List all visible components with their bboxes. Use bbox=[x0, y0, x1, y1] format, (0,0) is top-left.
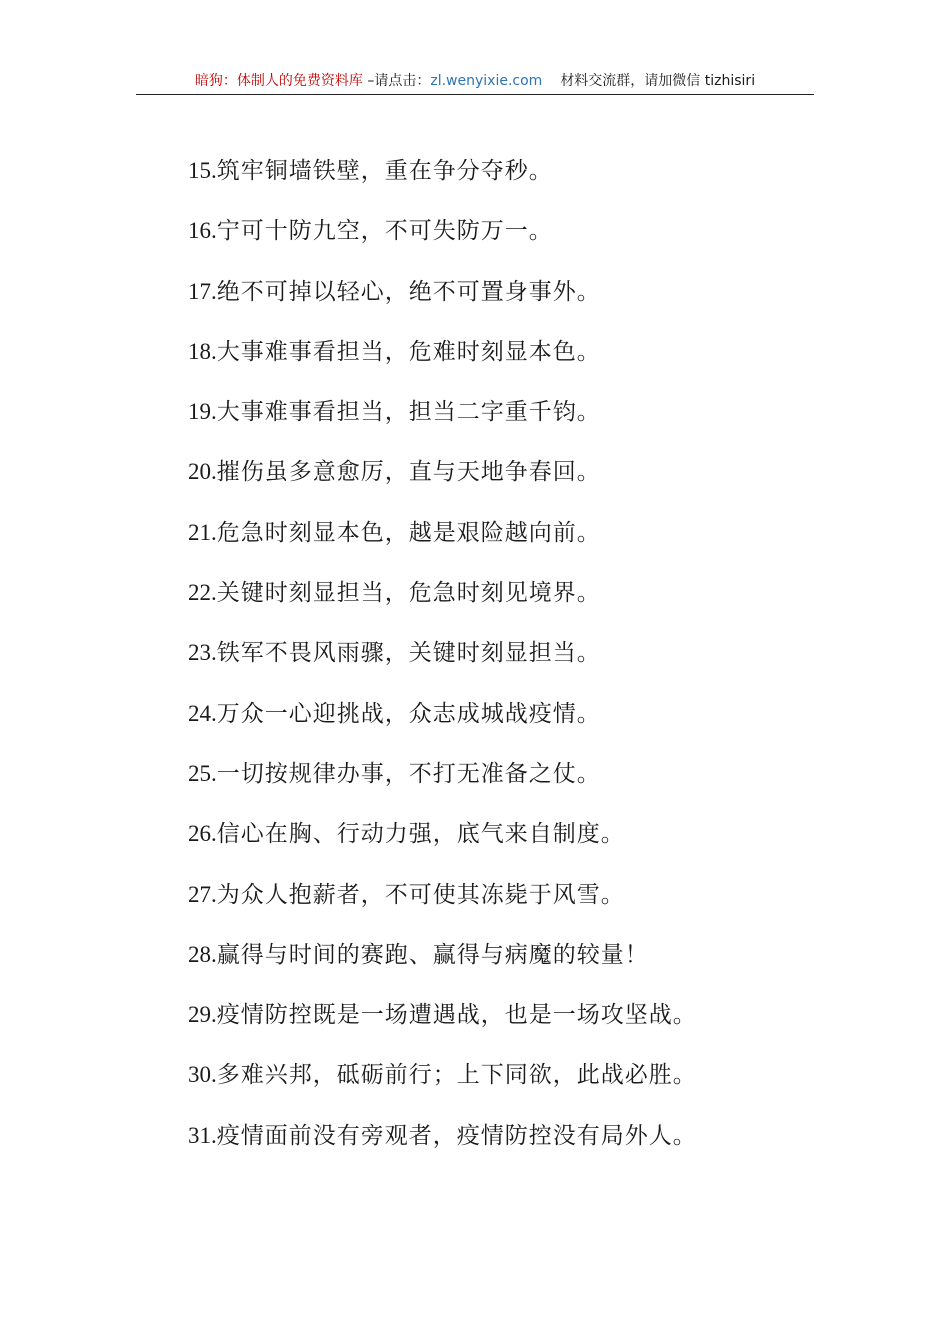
list-item bbox=[188, 865, 828, 925]
item-text: 筑牢铜墙铁壁，重在争分夺秒。 bbox=[216, 158, 553, 184]
item-text: 危急时刻显本色，越是艰险越向前。 bbox=[216, 519, 601, 546]
header-wechat-group: 材料交流群，请加微信 tizhisiri bbox=[560, 73, 756, 89]
item-number: 26. bbox=[188, 821, 217, 847]
item-text: 关键时刻显担当，危急时刻见境界。 bbox=[216, 580, 601, 607]
item-number: 20. bbox=[188, 459, 217, 485]
item-text: 为众人抱薪者，不可使其冻毙于风雪。 bbox=[216, 881, 625, 908]
list-item bbox=[188, 684, 828, 744]
list-item bbox=[188, 141, 828, 201]
list-item bbox=[188, 1045, 828, 1105]
header-brand: 暗狗：体制人的免费资料库 bbox=[194, 73, 363, 89]
item-text: 一切按规律办事，不打无准备之仗。 bbox=[216, 760, 601, 787]
item-text: 多难兴邦，砥砺前行；上下同欲，此战必胜。 bbox=[216, 1062, 697, 1089]
item-text: 大事难事看担当，担当二字重千钧。 bbox=[216, 399, 601, 426]
list-item bbox=[188, 503, 828, 563]
list-item bbox=[188, 985, 828, 1045]
item-number: 22. bbox=[188, 580, 217, 606]
header-url-link[interactable]: zl.wenyixie.com bbox=[430, 73, 543, 89]
list-item bbox=[188, 382, 828, 442]
item-number: 29. bbox=[188, 1002, 217, 1028]
list-item bbox=[188, 623, 828, 683]
list-item bbox=[188, 563, 828, 623]
item-text: 信心在胸、行动力强，底气来自制度。 bbox=[216, 821, 625, 848]
item-number: 30. bbox=[188, 1062, 217, 1088]
item-number: 16. bbox=[188, 218, 217, 244]
item-number: 19. bbox=[188, 399, 217, 425]
page-header bbox=[136, 68, 814, 95]
item-text: 大事难事看担当，危难时刻显本色。 bbox=[216, 338, 601, 365]
item-number: 27. bbox=[188, 881, 217, 907]
item-number: 15. bbox=[188, 158, 217, 183]
item-number: 24. bbox=[188, 700, 217, 726]
item-text: 疫情防控既是一场遭遇战，也是一场攻坚战。 bbox=[216, 1002, 697, 1029]
slogan-list bbox=[188, 141, 828, 1166]
header-click-prompt: –请点击： bbox=[362, 73, 431, 89]
list-item bbox=[188, 442, 828, 502]
item-number: 28. bbox=[188, 941, 217, 967]
item-number: 25. bbox=[188, 760, 217, 786]
list-item bbox=[188, 804, 828, 864]
item-text: 万众一心迎挑战，众志成城战疫情。 bbox=[216, 700, 601, 727]
item-text: 宁可十防九空，不可失防万一。 bbox=[216, 218, 553, 245]
item-number: 18. bbox=[188, 338, 217, 364]
item-number: 23. bbox=[188, 640, 217, 666]
item-number: 31. bbox=[188, 1122, 217, 1148]
list-item bbox=[188, 201, 828, 261]
list-item bbox=[188, 1106, 828, 1166]
item-text: 疫情面前没有旁观者，疫情防控没有局外人。 bbox=[216, 1122, 697, 1149]
item-text: 摧伤虽多意愈厉，直与天地争春回。 bbox=[216, 459, 601, 486]
list-item bbox=[188, 262, 828, 322]
list-item bbox=[188, 322, 828, 382]
item-text: 赢得与时间的赛跑、赢得与病魔的较量！ bbox=[216, 941, 649, 968]
item-number: 17. bbox=[188, 278, 217, 304]
list-item bbox=[188, 744, 828, 804]
item-text: 绝不可掉以轻心，绝不可置身事外。 bbox=[216, 278, 601, 305]
item-text: 铁军不畏风雨骤，关键时刻显担当。 bbox=[216, 640, 601, 667]
list-item bbox=[188, 925, 828, 985]
item-number: 21. bbox=[188, 519, 217, 545]
